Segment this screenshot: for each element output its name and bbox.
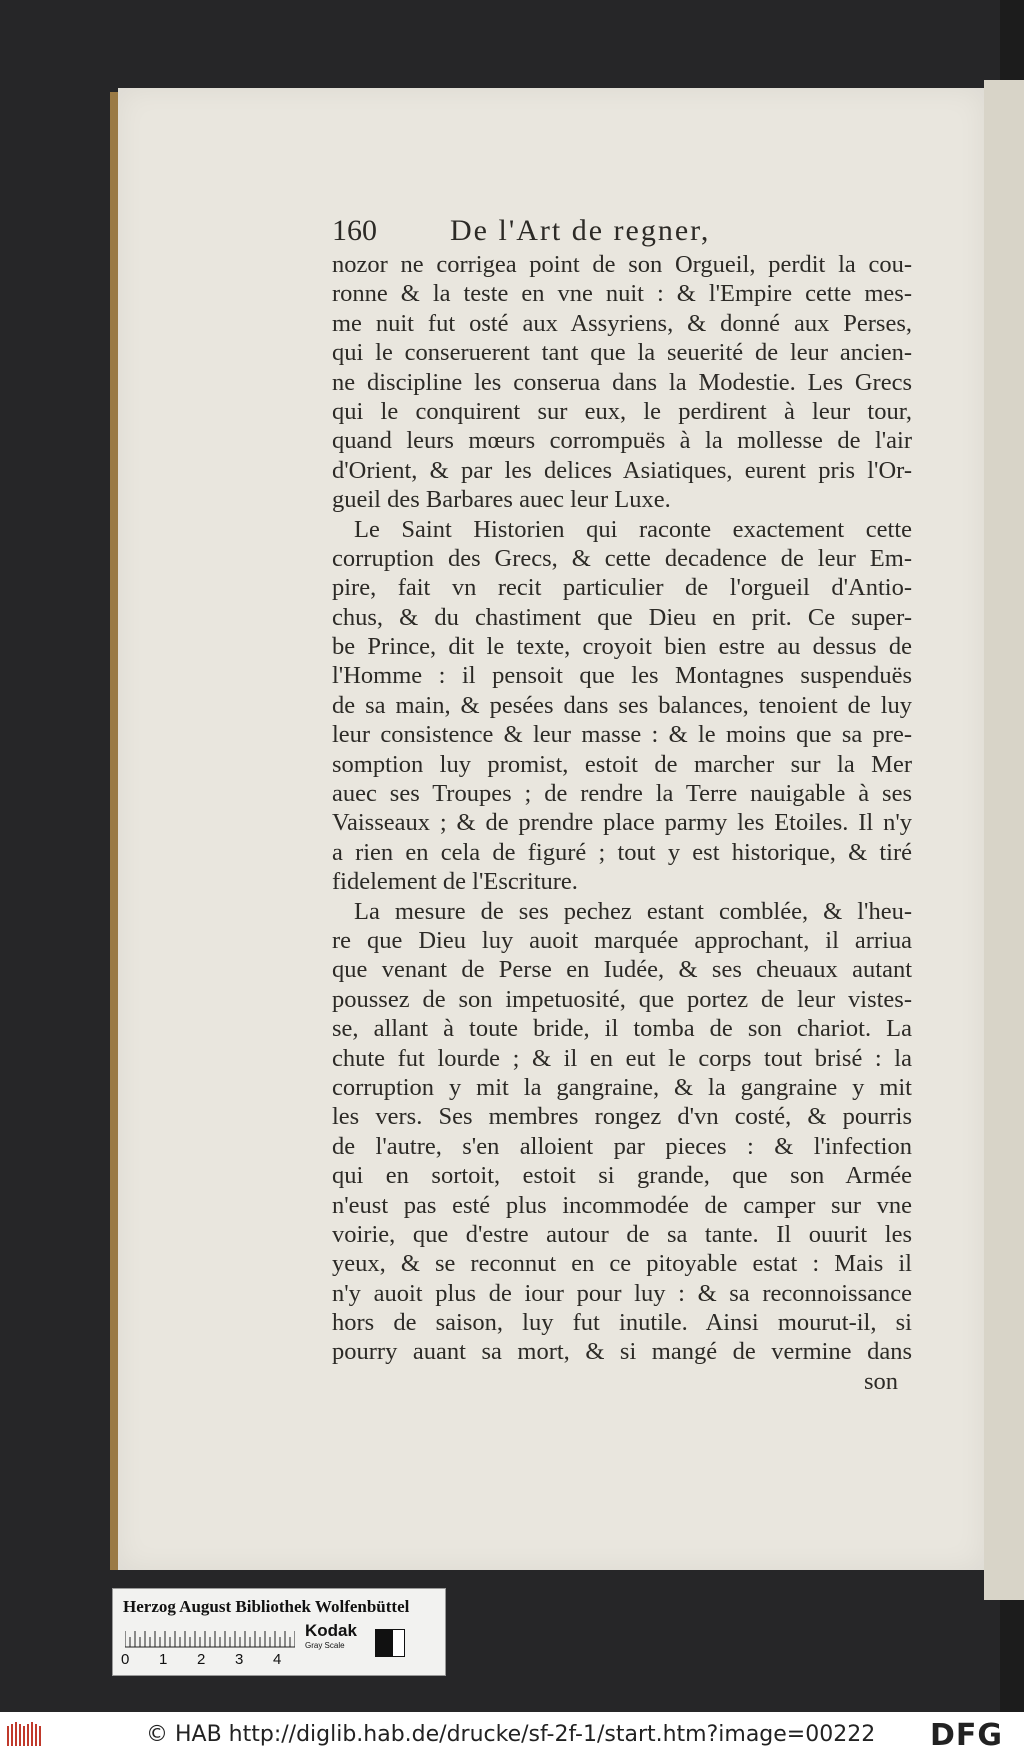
text-line: pire, fait vn recit particulier de l'orgueil d'Antio- <box>332 574 912 602</box>
text-line: gueil des Barbares auec leur Luxe. <box>332 486 671 514</box>
text-line: a rien en cela de figuré ; tout y est historique, & tiré <box>332 838 912 866</box>
text-line: poussez de son impetuosité, que portez de leur vistes- <box>332 985 912 1013</box>
text-line: chus, & du chastiment que Dieu en prit. Ce super- <box>332 603 912 631</box>
text-line: qui le conquirent sur eux, le perdirent à leur tour, <box>332 397 912 425</box>
scale-number: 0 <box>121 1651 130 1668</box>
text-line: somption luy promist, estoit de marcher sur la Mer <box>332 750 912 778</box>
text-line: quand leurs mœurs corrompuës à la mollesse de l'air <box>332 427 912 455</box>
text-line: be Prince, dit le texte, croyoit bien estre au dessus de <box>332 633 912 661</box>
text-line: se, allant à toute bride, il tomba de son chariot. La <box>332 1015 912 1043</box>
text-line: fidelement de l'Escriture. <box>332 868 578 896</box>
footer-bar <box>0 1712 1024 1759</box>
text-line: La mesure de ses pechez estant comblée, & l'heu- <box>354 897 912 925</box>
text-line: qui le conseruerent tant que la seuerité de leur ancien- <box>332 339 912 367</box>
card-title: Herzog August Bibliothek Wolfenbüttel <box>123 1597 410 1616</box>
text-line: les vers. Ses membres rongez d'vn costé, & pourris <box>332 1103 912 1131</box>
page-header <box>332 214 910 254</box>
text-line: Vaisseaux ; & de prendre place parmy les Etoiles. Il n'y <box>332 809 912 837</box>
text-line: auec ses Troupes ; de rendre la Terre nauigable à ses <box>332 780 912 808</box>
dfg-logo: DFG <box>930 1718 1004 1753</box>
catchword: son <box>863 1367 898 1395</box>
text-line: corruption des Grecs, & cette decadence de leur Em- <box>332 544 912 572</box>
hab-logo-icon <box>6 1720 46 1750</box>
kodak-logo: Kodak <box>305 1621 357 1640</box>
text-line: me nuit fut osté aux Assyriens, & donné aux Perses, <box>332 309 912 337</box>
text-line: Le Saint Historien qui raconte exactement cette <box>354 515 912 543</box>
body-text <box>332 250 912 1396</box>
color-calibration-card <box>112 1588 446 1676</box>
text-line: yeux, & se reconnut en ce pitoyable estat : Mais il <box>332 1250 912 1278</box>
text-line: voirie, que d'estre autour de sa tante. Il ouurit les <box>332 1220 912 1248</box>
text-line: l'Homme : il pensoit que les Montagnes suspenduës <box>332 662 912 690</box>
scale-number: 4 <box>273 1651 282 1668</box>
text-line: leur consistence & leur masse : & le moins que sa pre- <box>332 721 912 749</box>
text-line: ne discipline les conserua dans la Modestie. Les Grecs <box>332 368 912 396</box>
text-line: de l'autre, s'en alloient par pieces : & l'infection <box>332 1132 912 1160</box>
gray-swatch <box>375 1629 405 1657</box>
text-line: ronne & la teste en vne nuit : & l'Empire cette mes- <box>332 280 912 308</box>
text-line: pourry auant sa mort, & si mangé de vermine dans <box>332 1338 912 1366</box>
card-ruler <box>125 1625 295 1649</box>
text-line: que venant de Perse en Iudée, & ses cheuaux autant <box>332 956 912 984</box>
page-number: 160 <box>332 214 377 247</box>
text-line: corruption y mit la gangraine, & la gangraine y mit <box>332 1073 912 1101</box>
footer-citation: © HAB http://diglib.hab.de/drucke/sf-2f-1/start.htm?image=00222 <box>146 1722 876 1747</box>
facing-page-edge <box>984 80 1024 1600</box>
scale-number: 3 <box>235 1651 244 1668</box>
text-line: nozor ne corrigea point de son Orgueil, perdit la cou- <box>332 251 912 278</box>
running-head: De l'Art de regner, <box>450 214 711 247</box>
text-line: de sa main, & pesées dans ses balances, tenoient de luy <box>332 691 912 719</box>
text-line: n'y auoit plus de iour pour luy : & sa reconnoissance <box>332 1279 912 1307</box>
text-line: n'eust pas esté plus incommodée de camper sur vne <box>332 1191 912 1219</box>
text-line: chute fut lourde ; & il en eut le corps tout brisé : la <box>332 1044 912 1072</box>
text-line: d'Orient, & par les delices Asiatiques, eurent pris l'Or- <box>332 456 912 484</box>
text-line: qui en sortoit, estoit si grande, que son Armée <box>332 1162 912 1190</box>
gray-scale-label: Gray Scale <box>305 1641 345 1650</box>
scale-number: 2 <box>197 1651 206 1668</box>
text-line: hors de saison, luy fut inutile. Ainsi mourut-il, si <box>332 1309 912 1337</box>
text-line: re que Dieu luy auoit marquée approchant, il arriua <box>332 926 912 954</box>
scale-number: 1 <box>159 1651 168 1668</box>
